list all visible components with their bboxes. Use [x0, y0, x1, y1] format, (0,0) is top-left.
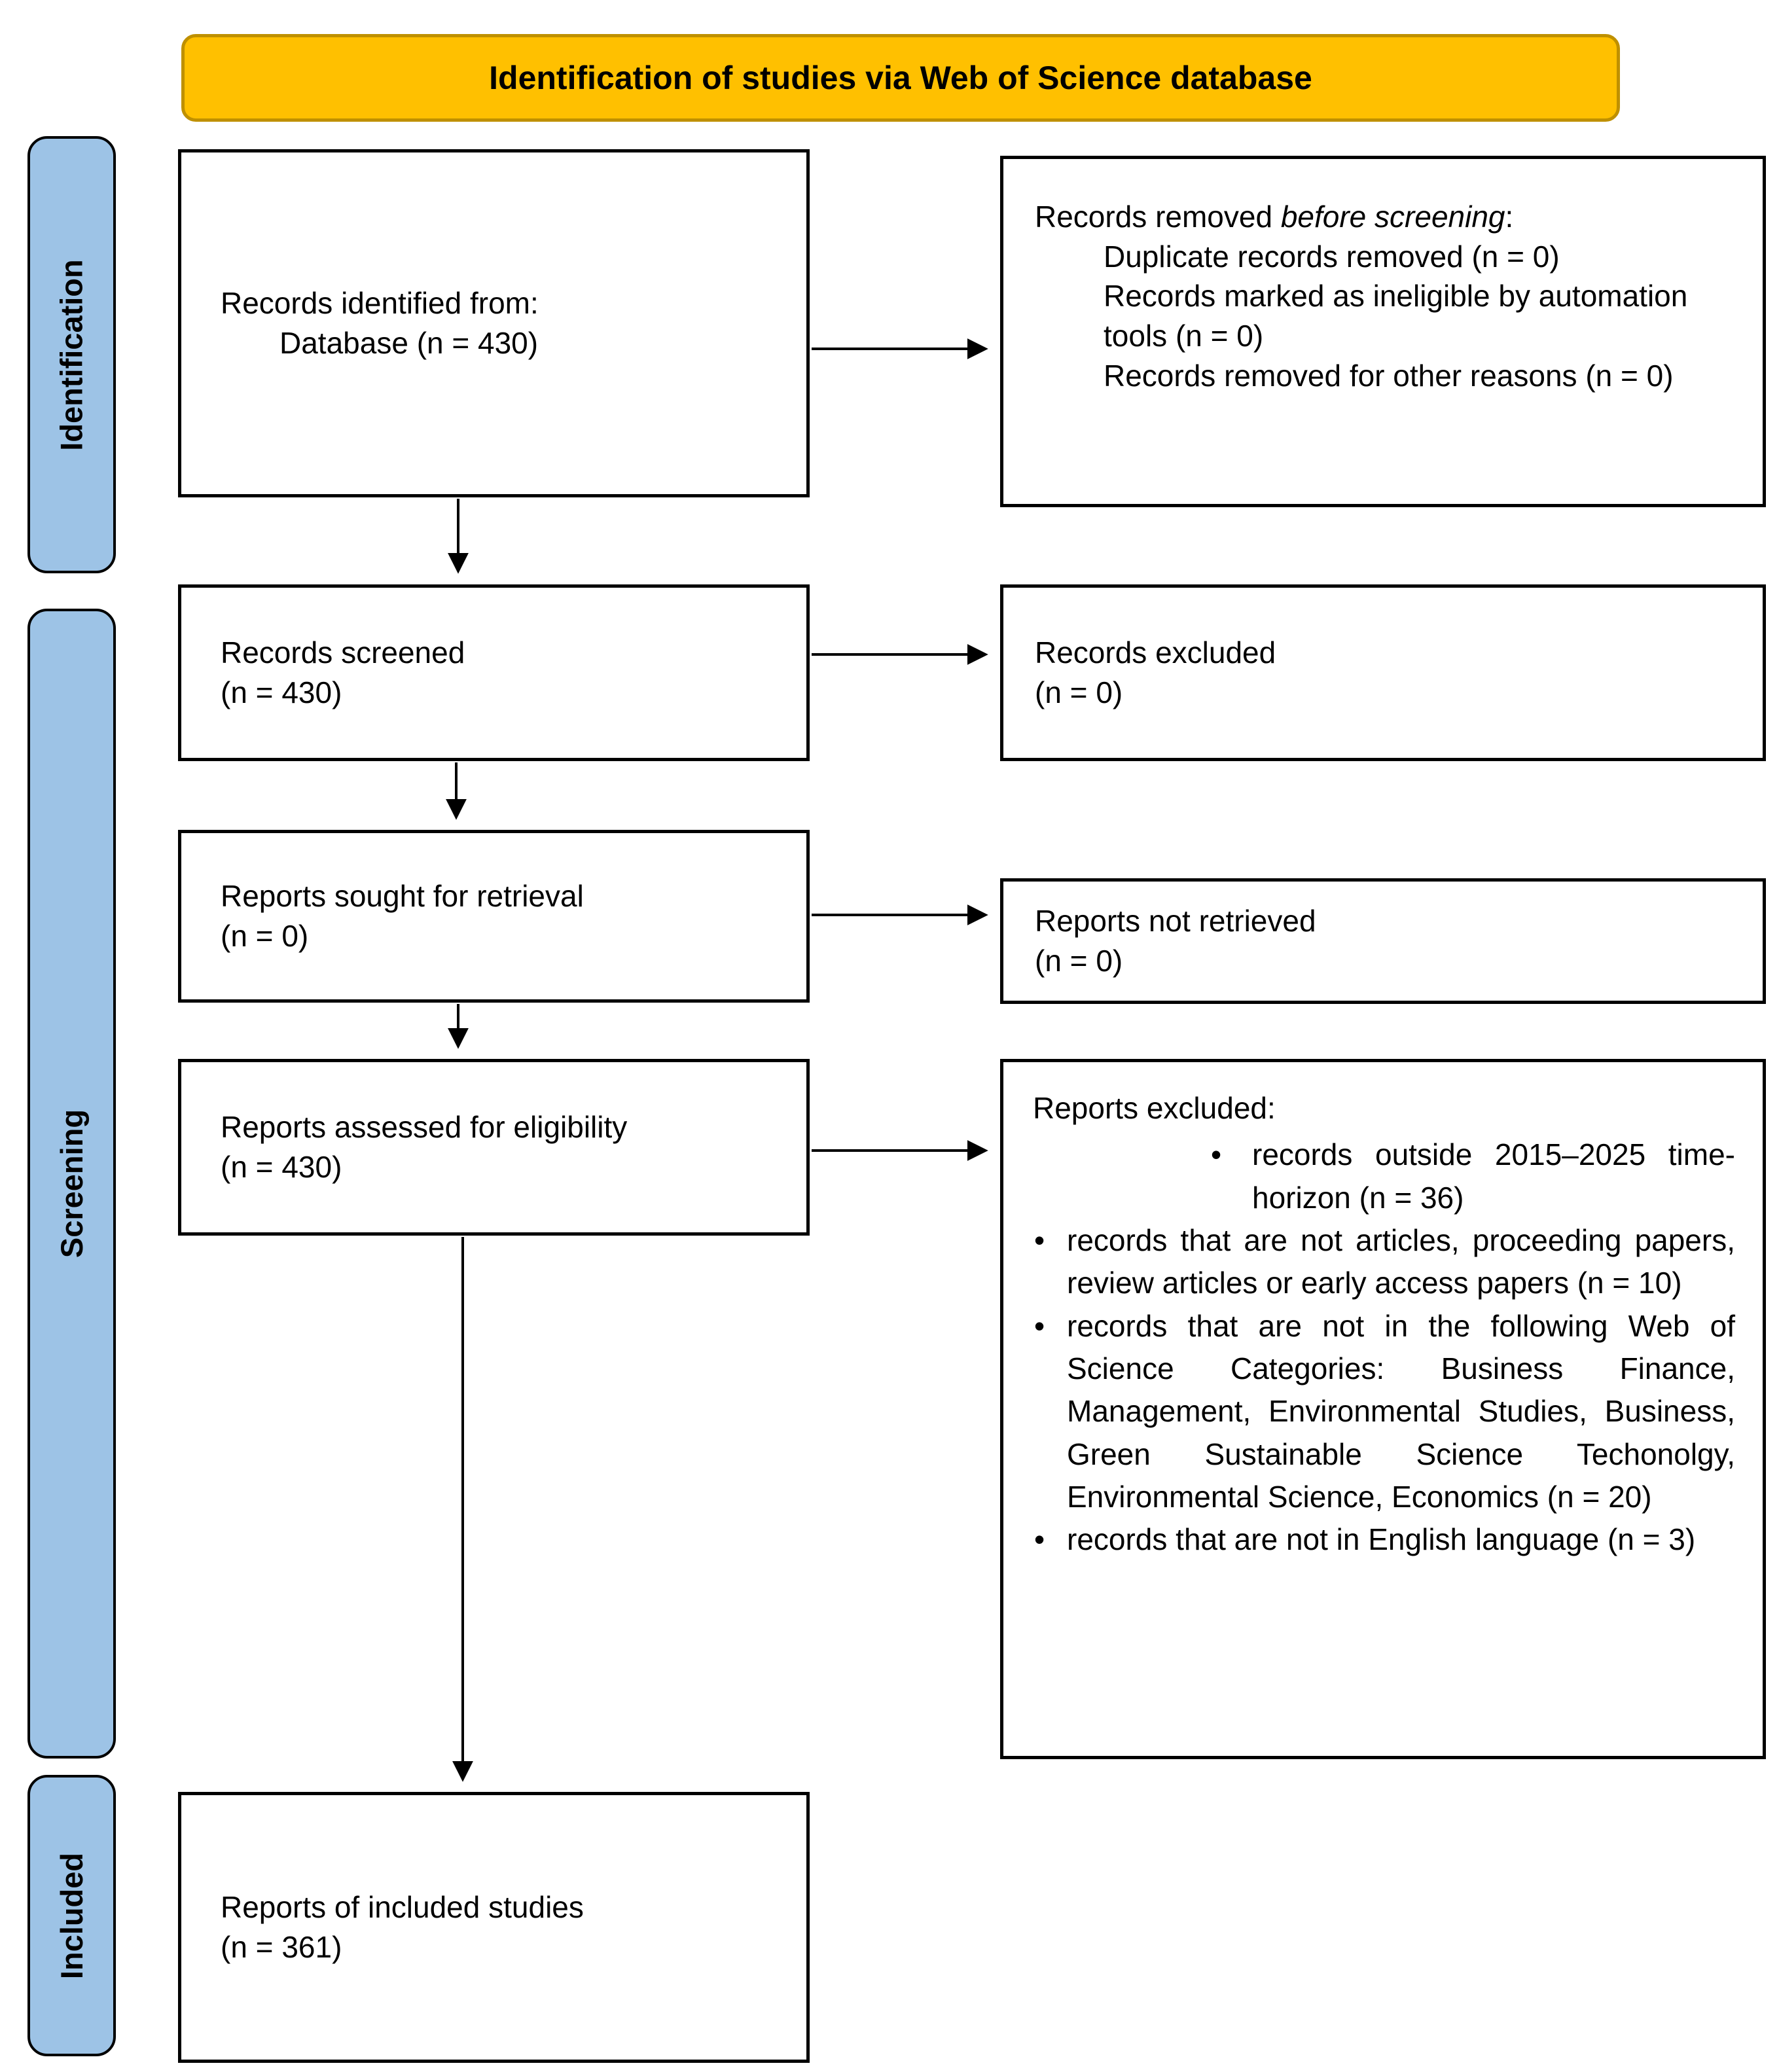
records-screened-line2: (n = 430)	[221, 675, 342, 709]
stage-identification	[27, 136, 116, 573]
reports-not-retrieved-line2: (n = 0)	[1035, 944, 1123, 978]
reports-sought-line2: (n = 0)	[221, 919, 309, 953]
box-records-excluded	[1000, 584, 1766, 761]
stage-screening-label: Screening	[54, 1109, 89, 1259]
records-removed-title	[1035, 197, 1717, 237]
box-reports-not-retrieved	[1000, 878, 1766, 1004]
box-records-removed-before-screening	[1000, 156, 1766, 507]
stage-included-label: Included	[54, 1852, 90, 1979]
records-removed-item: Records removed for other reasons (n = 0)	[1104, 358, 1674, 393]
records-screened-line1: Records screened	[221, 635, 465, 670]
records-removed-title-prefix: Records removed	[1035, 200, 1281, 234]
reports-sought-line1: Reports sought for retrieval	[221, 879, 584, 914]
records-removed-title-suffix: :	[1505, 200, 1514, 234]
box-reports-sought	[178, 830, 810, 1003]
reports-excluded-list	[1033, 1134, 1735, 1561]
list-item: • records that are not in the following Web of Science Categories: Business Finance, Management, Environmental Studies, Business, Green Sustainable Science Techonolgy, Environmental Science, Economics (n = 20)	[1033, 1305, 1735, 1519]
records-removed-item: Records marked as ineligible by automation tools (n = 0)	[1104, 279, 1688, 353]
records-removed-item: Duplicate records removed (n = 0)	[1104, 239, 1560, 274]
included-reports-line1: Reports of included studies	[221, 1890, 584, 1925]
records-identified-line1: Records identified from:	[221, 286, 539, 321]
banner-title-text: Identification of studies via Web of Science database	[489, 60, 1312, 96]
records-identified-line2: Database (n = 430)	[279, 326, 539, 360]
stage-screening	[27, 609, 116, 1759]
box-reports-assessed	[178, 1059, 810, 1236]
list-item: • records outside 2015–2025 time-horizon (n = 36)	[1033, 1134, 1735, 1219]
reports-assessed-line1: Reports assessed for eligibility	[221, 1110, 628, 1145]
box-reports-of-included-studies	[178, 1792, 810, 2063]
included-reports-line2: (n = 361)	[221, 1930, 342, 1964]
stage-identification-label: Identification	[54, 259, 90, 451]
box-reports-excluded	[1000, 1059, 1766, 1759]
banner-title	[181, 34, 1620, 122]
list-item: • records that are not articles, proceeding papers, review articles or early access papers (n = 10)	[1033, 1219, 1735, 1305]
box-records-screened	[178, 584, 810, 761]
reports-excluded-title: Reports excluded:	[1033, 1091, 1276, 1125]
records-excluded-line2: (n = 0)	[1035, 675, 1123, 709]
stage-included	[27, 1775, 116, 2056]
records-excluded-line1: Records excluded	[1035, 635, 1276, 670]
list-item: • records that are not in English language (n = 3)	[1033, 1518, 1735, 1561]
records-removed-title-italic: before screening	[1280, 200, 1505, 234]
box-records-identified	[178, 149, 810, 497]
reports-assessed-line2: (n = 430)	[221, 1150, 342, 1184]
reports-not-retrieved-line1: Reports not retrieved	[1035, 904, 1316, 938]
